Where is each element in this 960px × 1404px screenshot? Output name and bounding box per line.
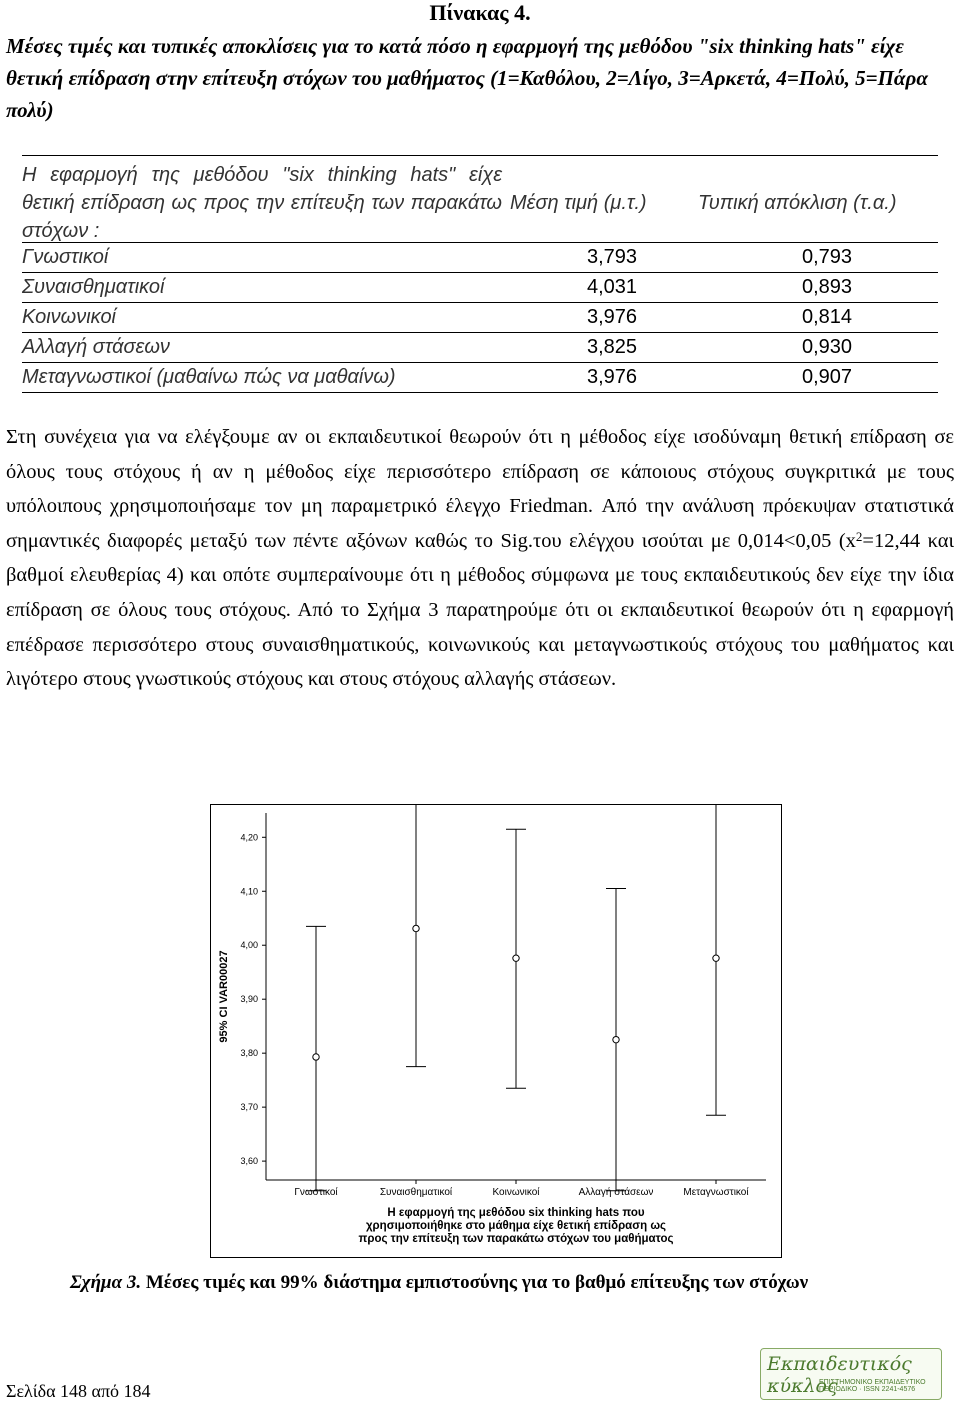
table-row — [22, 273, 938, 303]
figure-text: Μέσες τιμές και 99% διάστημα εμπιστοσύνης για το βαθμό επίτευξης των στόχων — [141, 1272, 809, 1293]
table-row — [22, 333, 938, 363]
y-axis-label: 95% CI VAR00027 — [218, 950, 230, 1043]
header-sd: Τυπική απόκλιση (τ.α.) — [698, 192, 897, 214]
table-row — [22, 363, 938, 392]
x-axis-label: Η εφαρμογή της μεθόδου six thinking hats που χρησιμοποιήθηκε στο μάθημα είχε θετική επίδραση ως προς την επίτευξη των παρακάτω στόχων του μαθήματος — [358, 1207, 674, 1245]
header-mean: Μέση τιμή (μ.τ.) — [510, 192, 647, 214]
goal-cell: Κοινωνικοί — [22, 306, 117, 328]
mean-cell: 3,976 — [586, 366, 638, 388]
y-tick-label: 3,70 — [240, 1102, 258, 1113]
goal-cell: Συναισθηματικοί — [22, 276, 165, 298]
x-tick-label: Κοινωνικοί — [492, 1187, 540, 1198]
y-tick-label: 3,80 — [240, 1048, 258, 1059]
results-table — [22, 155, 938, 393]
sd-cell: 0,893 — [801, 276, 853, 298]
mean-cell: 4,031 — [586, 276, 638, 298]
sd-cell: 0,930 — [801, 336, 853, 358]
body-paragraph — [6, 420, 954, 697]
x-tick-label: Αλλαγή στάσεων — [578, 1187, 654, 1198]
x-tick-label: Μεταγνωστικοί — [683, 1187, 749, 1198]
y-tick-label: 3,60 — [240, 1156, 258, 1167]
sd-cell: 0,793 — [801, 246, 853, 268]
goal-cell: Μεταγνωστικοί (μαθαίνω πώς να μαθαίνω) — [22, 366, 396, 388]
y-tick-label: 4,00 — [240, 940, 258, 951]
x-tick-label: Γνωστικοί — [294, 1187, 338, 1198]
y-tick-label: 4,10 — [240, 886, 258, 897]
mean-point — [313, 1054, 319, 1060]
chart-svg — [211, 805, 781, 1257]
logo-sub-text: ΕΠΙΣΤΗΜΟΝΙΚΟ ΕΚΠΑΙΔΕΥΤΙΚΟ ΠΕΡΙΟΔΙΚΟ · ISSN 2241-4576 — [819, 1379, 926, 1393]
table-caption-title: Μέσες τιμές και τυπικές αποκλίσεις για το κατά πόσο η εφαρμογή της μεθόδου "six thinking hats" είχε θετική επίδραση στην επίτευξη στόχων του μαθήματος (1=Καθόλου, 2=Λίγο, 3=Αρκετά, 4=Πολύ, 5=Πάρα πολύ) — [6, 34, 928, 122]
header-goal: Η εφαρμογή της μεθόδου "six thinking hats" είχε θετική επίδραση ως προς την επίτευξη των παρακάτω στόχων : — [22, 164, 502, 242]
mean-cell: 3,976 — [586, 306, 638, 328]
table-row — [22, 243, 938, 273]
mean-point — [713, 955, 719, 961]
superscript: 2 — [855, 528, 863, 544]
y-tick-label: 3,90 — [240, 994, 258, 1005]
table-row — [22, 303, 938, 333]
y-tick-label: 4,20 — [240, 832, 258, 843]
mean-point — [513, 955, 519, 961]
mean-cell: 3,793 — [586, 246, 638, 268]
page-footer: Σελίδα 148 από 184 — [6, 1381, 151, 1401]
mean-point — [413, 925, 419, 931]
figure-label: Σχήμα 3. — [70, 1272, 142, 1293]
goal-cell: Αλλαγή στάσεων — [22, 336, 170, 358]
mean-point — [613, 1036, 619, 1042]
paragraph-part1: Στη συνέχεια για να ελέγξουμε αν οι εκπαιδευτικοί θεωρούν ότι η μέθοδος είχε ισοδύναμη θετική επίδραση σε όλους τους στόχους ή αν η μέθοδος είχε περισσότερο επίδραση σε κάποιους στόχους συγκριτικά με τους υπόλοιπους χρησιμοποιήσαμε τον μη παραμετρικό έλεγχο Friedman. Από την ανάλυση πρόεκυψαν στατιστικά σημαντικές διαφορές μεταξύ των πέντε αξόνων καθώς το Sig.του ελέγχου ισούται με 0,014<0,05 (x — [6, 426, 954, 552]
sd-cell: 0,814 — [801, 306, 853, 328]
goal-cell: Γνωστικοί — [22, 246, 109, 268]
error-bar-chart — [210, 804, 782, 1258]
table-header — [22, 156, 938, 243]
sd-cell: 0,907 — [801, 366, 853, 388]
mean-cell: 3,825 — [586, 336, 638, 358]
table-caption-number: Πίνακας 4. — [429, 0, 531, 25]
paragraph-part2: =12,44 και βαθμοί ελευθερίας 4) και οπότε συμπεραίνουμε ότι η μέθοδος σύμφωνα με τους εκπαιδευτικούς δεν είχε την ίδια επίδραση σε όλους τους στόχους. Από το Σχήμα 3 παρατηρούμε ότι οι εκπαιδευτικοί θεωρούν ότι η εφαρμογή επέδρασε περισσότερο στους συναισθηματικούς, κοινωνικούς και μεταγνωστικούς στόχους του μαθήματος και λιγότερο στους γνωστικούς στόχους και στους στόχους αλλαγής στάσεων. — [6, 529, 954, 691]
journal-logo — [760, 1348, 942, 1400]
x-tick-label: Συναισθηματικοί — [379, 1187, 453, 1198]
figure-caption — [70, 1270, 808, 1296]
logo-main-text: Εκπαιδευτικός κύκλος — [767, 1353, 912, 1397]
